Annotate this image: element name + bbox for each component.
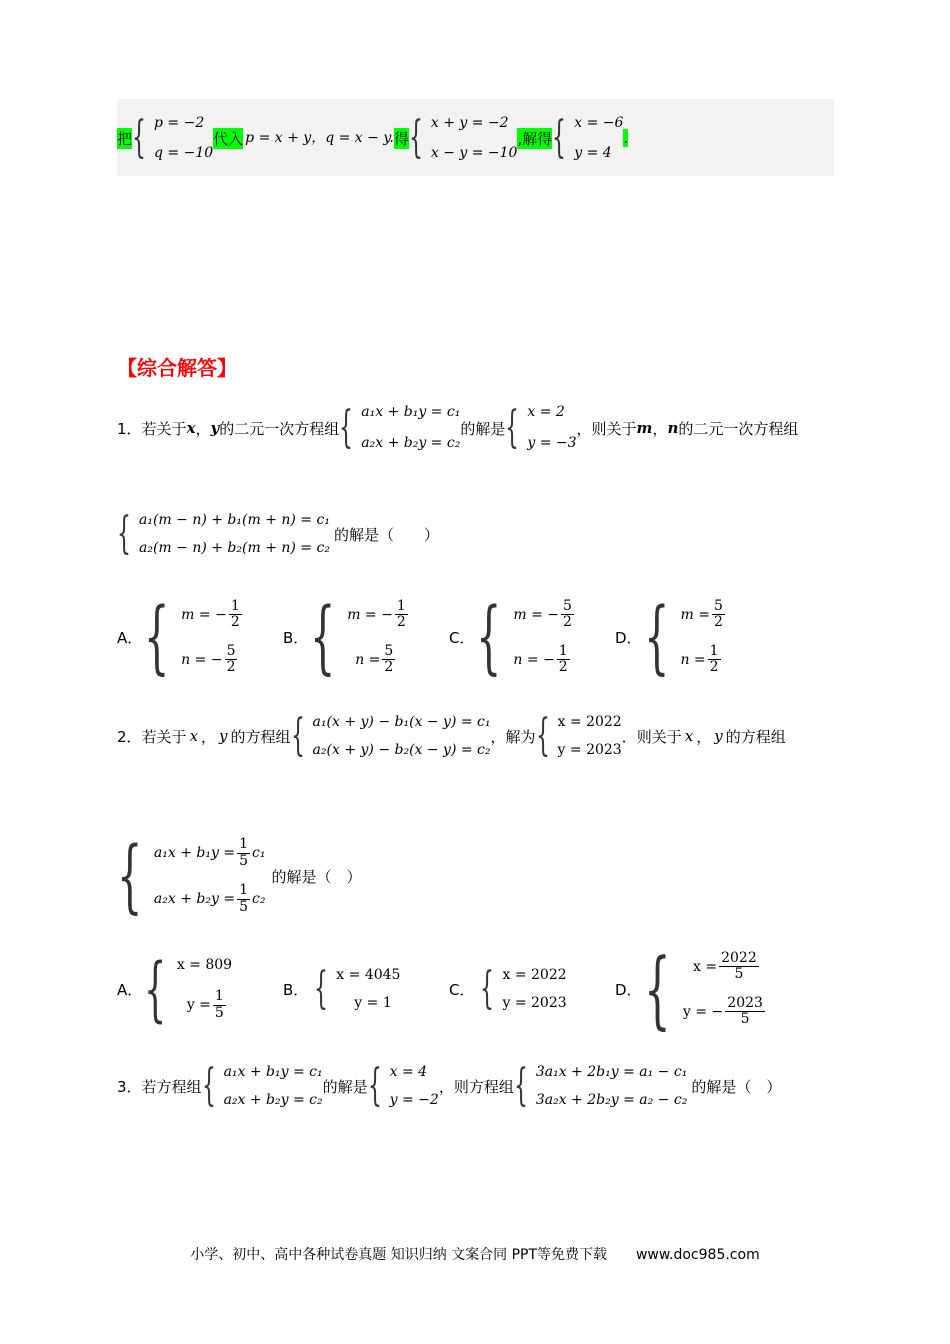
var-x: x: [684, 727, 694, 745]
question-1-system2: [117, 504, 439, 564]
option-label: B．: [283, 628, 309, 647]
end-mark: .: [623, 129, 629, 147]
row-rhs: c₂: [251, 891, 266, 907]
q1-system2-row-1: a₁(m − n) + b₁(m + n) = c₁: [139, 511, 330, 528]
q2-system2-row-2: [154, 883, 266, 915]
footer-text: 小学、初中、高中各种试卷真题 知识归纳 文案合同 PPT等免费下载: [190, 1247, 608, 1263]
q1-option-d[interactable]: [615, 592, 781, 682]
q1-system2-row-2: a₂(m − n) + b₂(m + n) = c₂: [139, 539, 330, 556]
q1-option-a[interactable]: [117, 592, 283, 682]
brace-icon: {: [480, 963, 495, 1014]
frac-den: 5: [239, 898, 248, 915]
frac-den: 5: [239, 852, 248, 869]
question-1-stem: [117, 392, 798, 464]
q2-text-f: 的解是（ ）: [271, 867, 362, 886]
option-row-1: x = 809: [176, 956, 233, 973]
q1-option-b[interactable]: [283, 592, 449, 682]
frac-num: 5: [226, 642, 236, 659]
row-lhs: n =: [355, 651, 381, 668]
q1-option-c[interactable]: [449, 592, 615, 682]
q3-solution-row-2: y = −2: [389, 1091, 439, 1108]
option-row-2: [181, 644, 244, 676]
var-m: m: [636, 419, 653, 437]
brace-icon: {: [132, 112, 147, 163]
answer-system: [574, 108, 623, 168]
frac-den: 2: [563, 614, 572, 630]
q2-options: [117, 940, 781, 1038]
var-n: n: [667, 419, 679, 437]
q2-system-row-2: a₂(x + y) − b₂(x − y) = c₂: [312, 741, 491, 758]
row-rhs: c₁: [251, 845, 266, 861]
q2-option-c[interactable]: [449, 944, 615, 1034]
q1-sep2: ，: [652, 419, 668, 438]
row-lhs: y =: [186, 997, 211, 1014]
q2-option-a[interactable]: [117, 944, 283, 1034]
var-x: x: [186, 419, 196, 437]
q3-system2-row-2: 3a₂x + 2b₂y = a₂ − c₂: [535, 1091, 688, 1108]
solution-lead: 把: [117, 129, 133, 148]
q2-solution-row-2: y = 2023: [557, 741, 622, 758]
option-row-2: [177, 989, 232, 1021]
option-label: D．: [615, 980, 642, 999]
option-row-1: x = 4045: [336, 966, 401, 983]
q1-options: [117, 592, 781, 682]
q2-text-c: ，解为: [490, 727, 536, 746]
option-label: C．: [449, 980, 475, 999]
option-row-1: [683, 951, 767, 983]
row-lhs: x =: [693, 958, 718, 975]
frac-num: 1: [239, 882, 248, 899]
answer-row-1: x = −6: [574, 114, 624, 131]
q2-system2-row-1: [154, 837, 266, 869]
frac-den: 2: [709, 659, 719, 675]
q3-system: [224, 1058, 323, 1114]
q1-text-a: 若关于: [141, 419, 187, 438]
frac-num: 1: [230, 597, 240, 614]
q2-text-b: 的方程组: [230, 727, 291, 746]
row-lhs: y = −: [683, 1003, 724, 1020]
var-y: y: [210, 419, 220, 437]
footer-link[interactable]: www.doc985.com: [635, 1247, 760, 1263]
get-label: 得: [393, 129, 409, 148]
q1-solution: [527, 397, 576, 459]
row-lhs: m = −: [181, 606, 227, 623]
brace-icon: {: [117, 508, 131, 559]
q2-sep: ，: [201, 727, 217, 746]
q3-solution: [390, 1058, 439, 1114]
row-lhs: a₂x + b₂y =: [153, 891, 236, 907]
option-row-1: x = 2022: [502, 966, 567, 983]
q1-system-row-2: a₂x + b₂y = c₂: [361, 435, 461, 452]
q2-solution: [558, 708, 622, 764]
option-row-1: [513, 599, 576, 631]
xy-system: [431, 108, 518, 168]
q1-text-b: 的二元一次方程组: [219, 419, 340, 438]
frac-den: 5: [740, 1011, 750, 1027]
footer: [0, 1244, 950, 1264]
frac-den: 2: [230, 614, 240, 630]
frac-den: 2: [713, 614, 723, 630]
option-system: [680, 592, 726, 682]
option-label: C．: [449, 628, 475, 647]
q3-system-row-1: a₁x + b₁y = c₁: [223, 1063, 323, 1080]
brace-icon: {: [310, 590, 336, 683]
relation-q: q = x − y.: [325, 129, 394, 146]
brace-icon: {: [476, 590, 502, 683]
brace-icon: {: [144, 590, 170, 683]
option-label: D．: [615, 628, 642, 647]
q3-text-b: 的解是: [322, 1077, 368, 1096]
q2-text-d: ．则关于: [621, 727, 682, 746]
solve-label: ,解得: [517, 129, 553, 148]
pq-row-1: p = −2: [154, 114, 205, 131]
q3-text-c: ，则方程组: [438, 1077, 514, 1096]
option-system: [181, 592, 244, 682]
option-label: A．: [117, 628, 143, 647]
row-lhs: a₁x + b₁y =: [153, 845, 236, 861]
q1-solution-row-2: y = −3: [527, 435, 577, 452]
var-x: x: [189, 727, 199, 745]
q3-system2: [536, 1058, 687, 1114]
brace-icon: {: [367, 1060, 382, 1111]
brace-icon: {: [643, 590, 670, 683]
row-lhs: m =: [680, 606, 710, 623]
option-row-2: y = 2023: [502, 994, 567, 1011]
q3-solution-row-1: x = 4: [389, 1063, 428, 1080]
pq-system: [154, 108, 213, 168]
xy-row-1: x + y = −2: [430, 114, 509, 131]
option-system: [177, 949, 232, 1029]
frac-num: 5: [713, 597, 723, 614]
frac-num: 2023: [727, 994, 763, 1011]
q2-system-row-1: a₁(x + y) − b₁(x − y) = c₁: [312, 713, 491, 730]
substitute-label: 代入: [213, 129, 244, 148]
q1-text-e: 的二元一次方程组: [678, 419, 799, 438]
option-row-2: y = 1: [354, 994, 392, 1011]
q2-text-e: 的方程组: [725, 727, 786, 746]
q1-solution-row-1: x = 2: [527, 404, 565, 421]
var-y: y: [714, 727, 723, 745]
option-system: [513, 592, 576, 682]
q2-sep2: ，: [696, 727, 712, 746]
row-lhs: m = −: [513, 606, 560, 623]
relation-p: p = x + y，: [245, 129, 326, 146]
brace-icon: {: [513, 1060, 528, 1111]
option-row-2: [680, 644, 726, 676]
option-label: A．: [117, 980, 143, 999]
frac-den: 2: [226, 659, 236, 675]
option-row-2: [513, 644, 576, 676]
q2-option-b[interactable]: [283, 944, 449, 1034]
question-3-stem: [117, 1056, 781, 1116]
row-lhs: n = −: [513, 651, 555, 668]
q1-text-f: 的解是（ ）: [333, 525, 439, 544]
q2-option-d[interactable]: [615, 940, 781, 1038]
option-system: [336, 961, 400, 1017]
q2-system: [313, 708, 491, 764]
option-system: [502, 961, 566, 1017]
solution-line: [117, 104, 628, 172]
q2-solution-row-1: x = 2022: [557, 713, 622, 730]
brace-icon: {: [643, 940, 671, 1038]
frac-num: 5: [563, 597, 572, 614]
brace-icon: {: [144, 948, 167, 1030]
question-number: 3．: [117, 1077, 142, 1096]
q1-text-c: 的解是: [460, 419, 506, 438]
q1-system-row-1: a₁x + b₁y = c₁: [361, 404, 461, 421]
var-y: y: [219, 727, 228, 745]
q3-system-row-2: a₂x + b₂y = c₂: [223, 1091, 323, 1108]
q1-system: [361, 397, 460, 459]
question-2-stem: [117, 704, 786, 768]
frac-den: 5: [734, 966, 744, 982]
option-label: B．: [283, 980, 309, 999]
frac-num: 5: [384, 642, 394, 659]
brace-icon: {: [535, 710, 550, 761]
frac-den: 2: [396, 614, 406, 630]
q3-text-d: 的解是（ ）: [691, 1077, 782, 1096]
pq-row-2: q = −10: [154, 144, 214, 161]
option-system: [683, 944, 767, 1034]
question-number: 2．: [117, 727, 142, 746]
section-title: 【综合解答】: [117, 356, 237, 380]
brace-icon: {: [201, 1060, 216, 1111]
brace-icon: {: [314, 963, 329, 1014]
q3-system2-row-1: 3a₁x + 2b₁y = a₁ − c₁: [535, 1063, 688, 1080]
q2-text-a: 若关于: [141, 727, 187, 746]
brace-icon: {: [339, 402, 354, 453]
frac-num: 1: [239, 836, 248, 853]
q1-text-d: ，则关于: [576, 419, 637, 438]
row-lhs: n = −: [181, 651, 223, 668]
brace-icon: {: [290, 710, 305, 761]
option-row-2: [683, 996, 767, 1028]
q1-system2: [139, 506, 330, 562]
q1-sep: ，: [195, 419, 211, 438]
brace-icon: {: [117, 829, 143, 922]
answer-row-2: y = 4: [574, 144, 612, 161]
question-2-system2: [117, 830, 361, 922]
frac-den: 5: [214, 1004, 224, 1021]
option-system: [347, 592, 410, 682]
q2-system2: [154, 830, 266, 922]
q3-text-a: 若方程组: [141, 1077, 202, 1096]
frac-num: 2022: [721, 949, 757, 966]
option-row-2: [347, 644, 410, 676]
xy-row-2: x − y = −10: [430, 144, 518, 161]
option-row-1: [347, 599, 410, 631]
question-number: 1．: [117, 419, 142, 438]
frac-den: 2: [384, 659, 394, 675]
frac-num: 1: [396, 597, 406, 614]
option-row-1: [680, 599, 726, 631]
brace-icon: {: [505, 402, 520, 453]
brace-icon: {: [408, 112, 423, 163]
frac-den: 2: [558, 659, 568, 675]
brace-icon: {: [552, 112, 567, 163]
frac-num: 1: [214, 988, 224, 1005]
frac-num: 1: [709, 642, 719, 659]
row-lhs: m = −: [347, 606, 393, 623]
row-lhs: n =: [680, 651, 706, 668]
option-row-1: [181, 599, 244, 631]
frac-num: 1: [558, 642, 568, 659]
